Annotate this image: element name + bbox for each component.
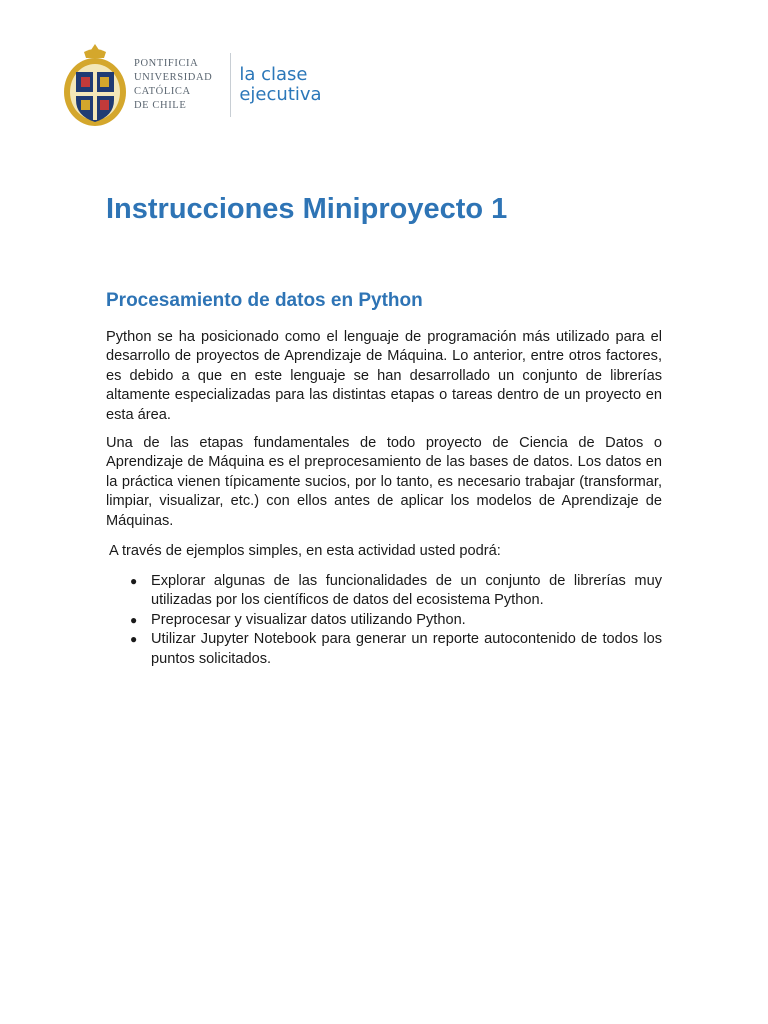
list-item-text: Explorar algunas de las funcionalidades de un conjunto de librerías muy utilizadas por los científicos de datos del ecosistema Python.: [151, 573, 662, 609]
list-item: [106, 572, 662, 611]
header-divider: [230, 53, 231, 117]
university-name-line: PONTIFICIA: [134, 58, 199, 69]
university-name-line: CATÓLICA: [134, 86, 191, 97]
list-item: [106, 630, 662, 669]
university-crest-logo: [62, 42, 128, 128]
list-item: [106, 611, 662, 630]
bullet-icon: ●: [130, 612, 138, 627]
objectives-list: [106, 572, 662, 669]
list-item-text: Preprocesar y visualizar datos utilizando Python.: [151, 611, 466, 628]
paragraph-activity-lead: A través de ejemplos simples, en esta actividad usted podrá:: [109, 543, 501, 559]
brand-logo-text: [239, 65, 321, 105]
brand-line: ejecutiva: [239, 84, 322, 105]
section-heading: Procesamiento de datos en Python: [106, 290, 423, 311]
university-name: [134, 57, 212, 113]
brand-line: la clase: [239, 64, 308, 85]
bullet-icon: ●: [130, 574, 138, 588]
university-name-line: UNIVERSIDAD: [134, 72, 213, 83]
bullet-icon: ●: [130, 632, 138, 647]
document-title: Instrucciones Miniproyecto 1: [106, 193, 508, 225]
university-name-line: DE CHILE: [134, 100, 187, 111]
paragraph-preprocessing: Una de las etapas fundamentales de todo proyecto de Ciencia de Datos o Aprendizaje de Máquina es el preprocesamiento de las bases de datos. Los datos en la práctica vienen típicamente sucios, por lo tanto, es necesario trabajar (transformar, limpiar, visualizar, etc.) con ellos antes de aplicar los modelos de Aprendizaje de Máquinas.: [106, 435, 662, 529]
list-item-text: Utilizar Jupyter Notebook para generar un reporte autocontenido de todos los puntos solicitados.: [151, 631, 662, 667]
paragraph-intro: Python se ha posicionado como el lenguaje de programación más utilizado para el desarrollo de proyectos de Aprendizaje de Máquina. Lo anterior, entre otros factores, es debido a que en este lenguaje se han desarrollado un conjunto de librerías altamente especializadas para las distintas etapas o tareas dentro de un proyecto en esta área.: [106, 329, 662, 423]
page-header: [62, 40, 322, 130]
